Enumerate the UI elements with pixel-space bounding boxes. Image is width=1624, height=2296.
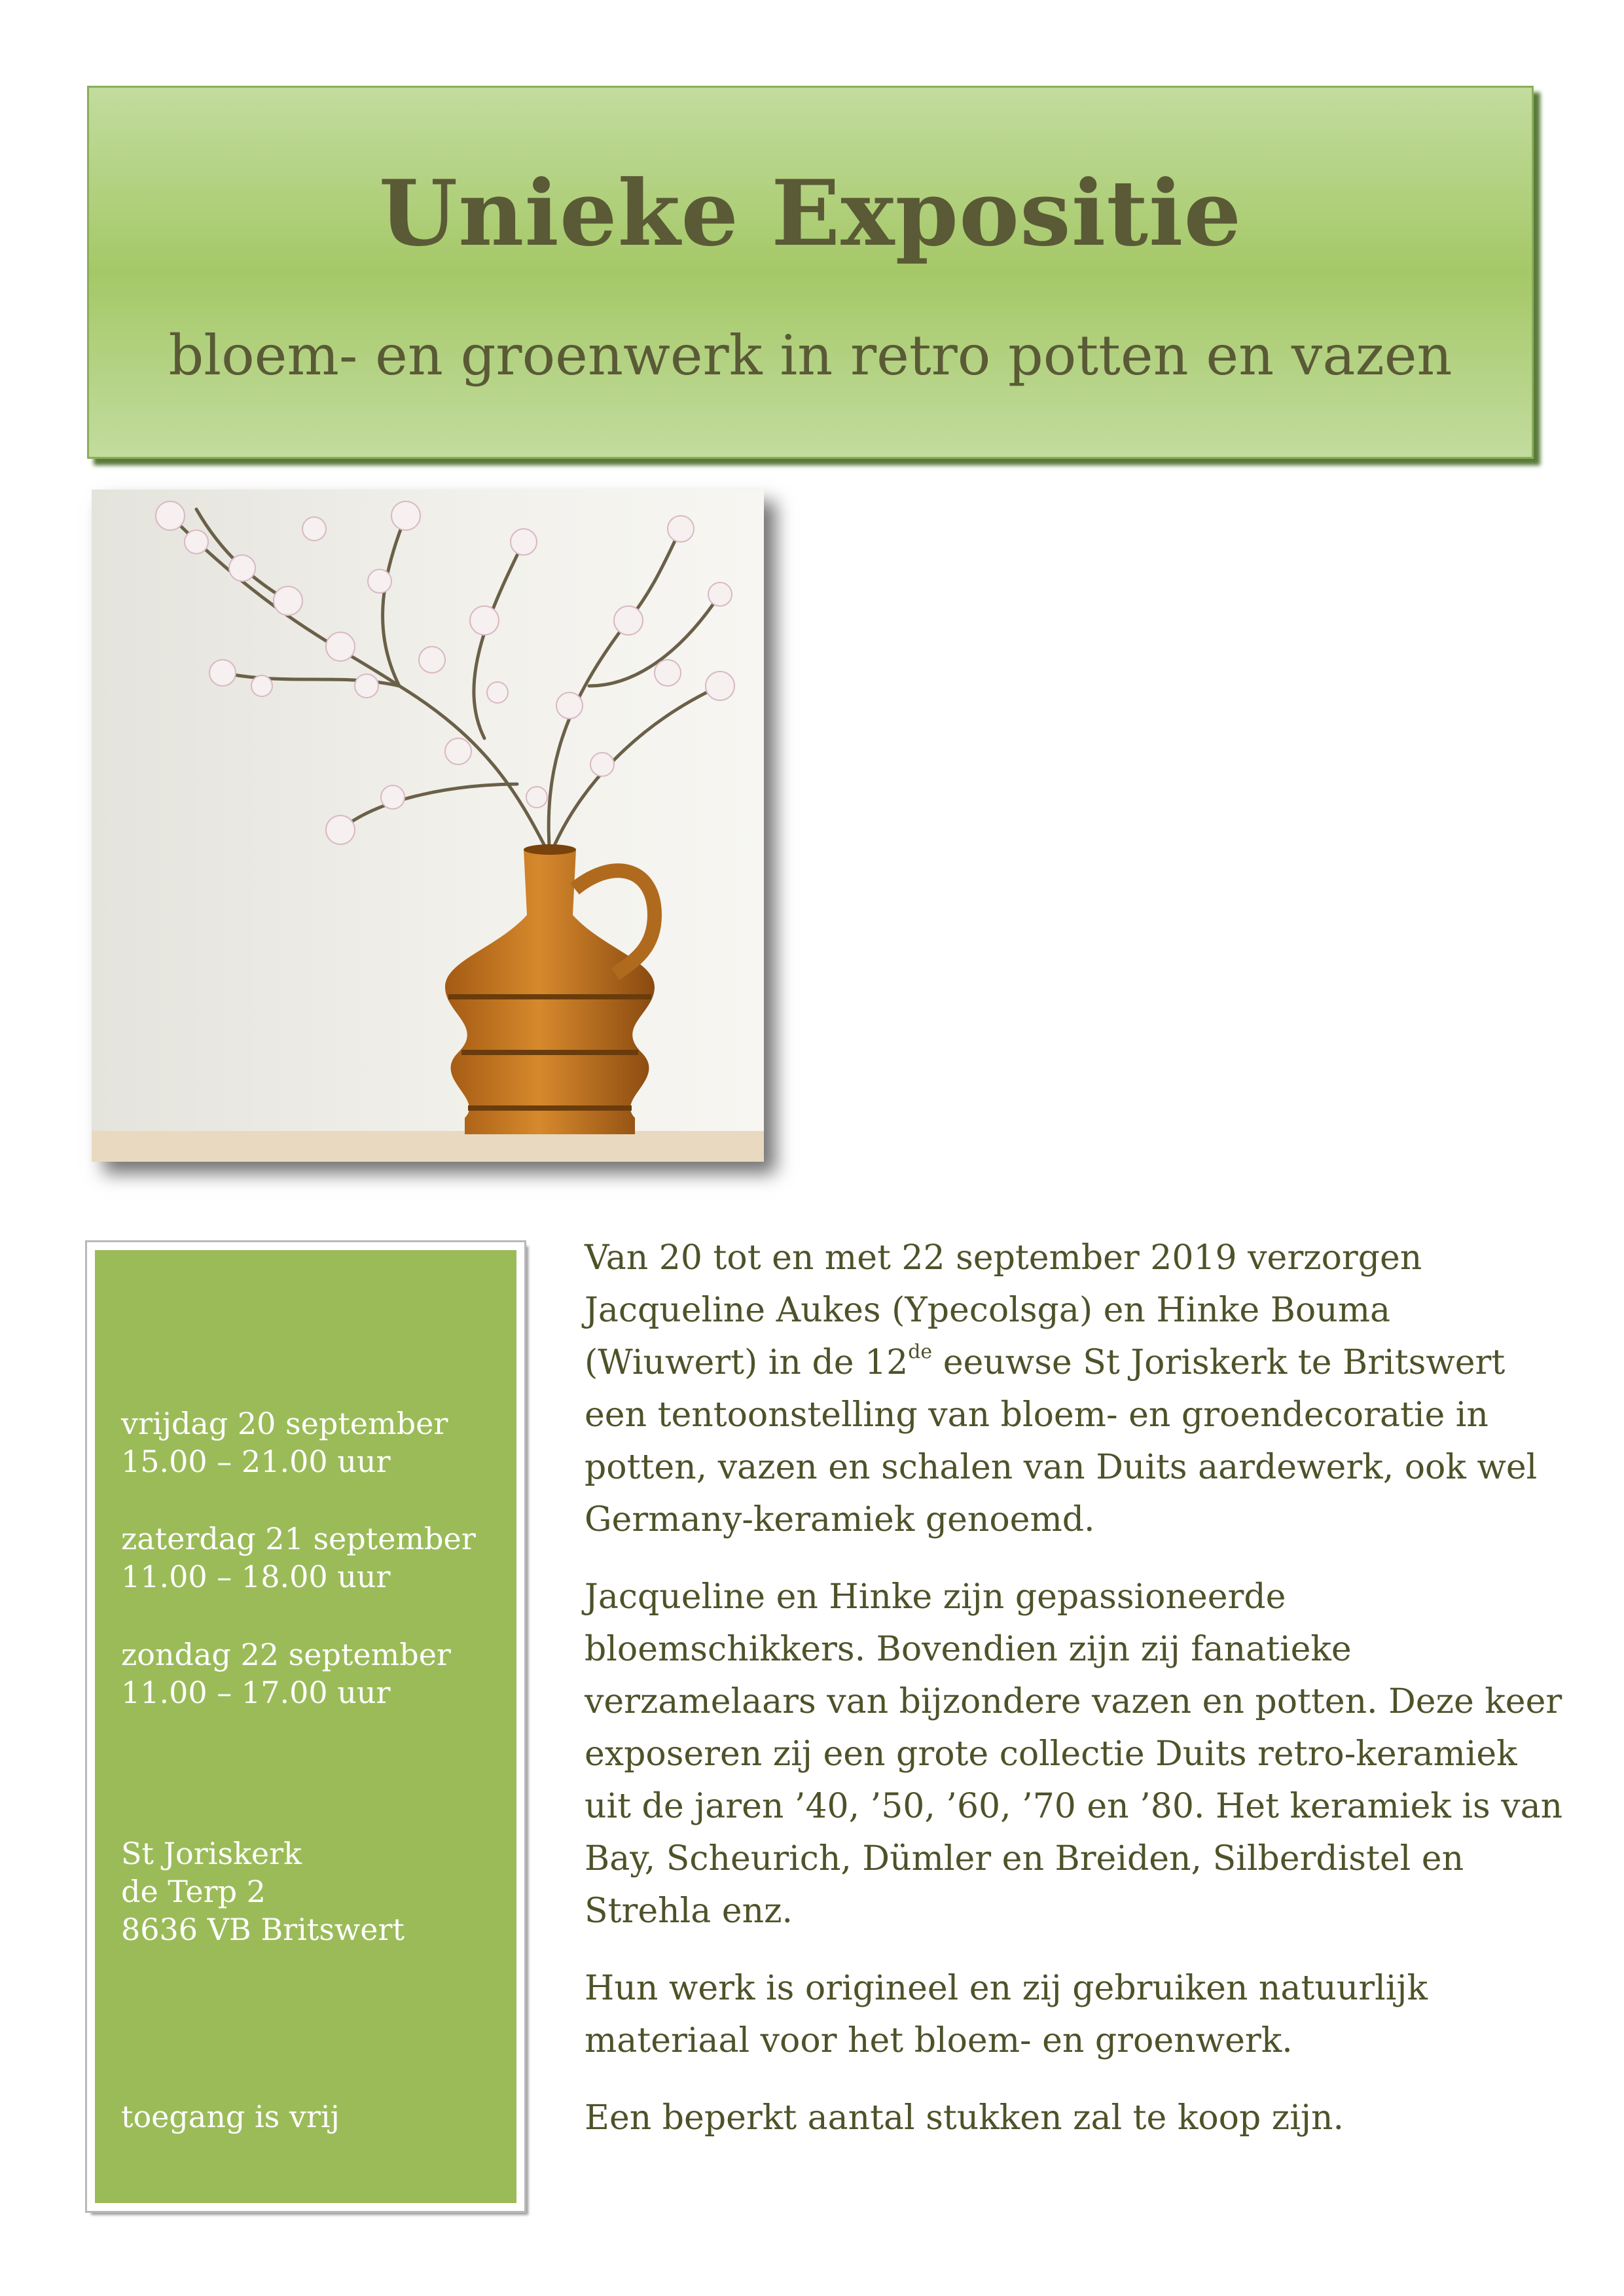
sunday-day: zondag 22 september: [121, 1637, 451, 1672]
entry-note: toegang is vrij: [121, 2099, 340, 2134]
vase-photo: [92, 490, 764, 1162]
paragraph-collectors: Jacqueline en Hinke zijn gepassioneerde bloemschikkers. Bovendien zijn zij fanatieke verzamelaars van bijzondere vazen en potten. Deze keer exposeren zij een grote collectie Duits retro-keramiek uit de jaren ’40, ’50, ’60, ’70 en ’80. Het keramiek is van Bay, Scheurich, Dümler en Breiden, Silberdistel en Strehla enz.: [585, 1577, 1563, 1931]
sunday-block: [121, 1636, 451, 1712]
intro-text-part1: Van 20 tot en met 22 september 2019 verzorgen Jacqueline Aukes (Ypecolsga) en Hinke Bouma (Wiuwert) in de 12: [585, 1238, 1422, 1382]
address-block: [121, 1835, 405, 1948]
vase-with-blossom-image: [92, 490, 764, 1162]
friday-block: [121, 1405, 448, 1480]
paragraph-sale: Een beperkt aantal stukken zal te koop zijn.: [585, 2098, 1344, 2138]
sunday-hours: 11.00 – 17.00 uur: [121, 1675, 391, 1710]
address-line-church: St Joriskerk: [121, 1836, 302, 1871]
saturday-block: [121, 1520, 476, 1596]
saturday-hours: 11.00 – 18.00 uur: [121, 1559, 391, 1594]
header-banner: [87, 86, 1534, 459]
schedule-sidebar: [87, 1242, 524, 2211]
address-line-postcode: 8636 VB Britswert: [121, 1912, 405, 1947]
friday-hours: 15.00 – 21.00 uur: [121, 1444, 391, 1479]
address-line-street: de Terp 2: [121, 1874, 266, 1909]
page-subtitle: bloem- en groenwerk in retro potten en vazen: [168, 323, 1453, 387]
friday-day: vrijdag 20 september: [121, 1406, 448, 1441]
paragraph-material: Hun werk is origineel en zij gebruiken natuurlijk materiaal voor het bloem- en groenwerk.: [585, 1969, 1428, 2060]
page-title: Unieke Expositie: [378, 160, 1242, 266]
paragraph-intro: [585, 1232, 1566, 1546]
ordinal-superscript: de: [908, 1340, 933, 1363]
body-text: [585, 1232, 1566, 2169]
saturday-day: zaterdag 21 september: [121, 1521, 476, 1556]
intro-text-part2: eeuwse St Joriskerk te Britswert een tentoonstelling van bloem- en groendecoratie in potten, vazen en schalen van Duits aardewerk, ook wel Germany-keramiek genoemd.: [585, 1343, 1538, 1539]
